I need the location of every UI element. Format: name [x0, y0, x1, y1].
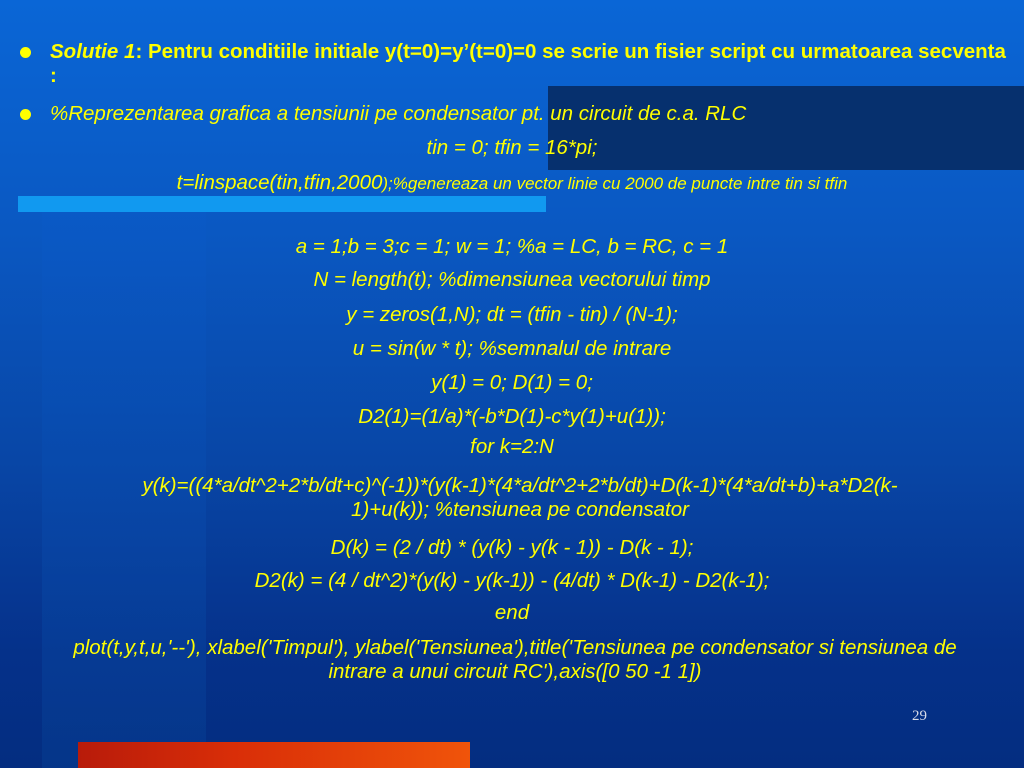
decorative-orange-bar — [78, 742, 470, 768]
code-line-2-comment: );%genereaza un vector linie cu 2000 de puncte intre tin si tfin — [382, 174, 848, 193]
comment-text: %Reprezentarea grafica a tensiunii pe condensator pt. un circuit de c.a. RLC — [50, 102, 747, 125]
code-line-14: plot(t,y,t,u,'--'), xlabel('Timpul'), ylabel('Tensiunea'),title('Tensiunea pe condensator si tensiunea de intrare a unui circuit RC'),axis([0 50 -1 1]) — [73, 636, 957, 683]
code-line-3: a = 1;b = 3;c = 1; w = 1; %a = LC, b = RC, c = 1 — [295, 235, 729, 258]
code-line-10: y(k)=((4*a/dt^2+2*b/dt+c)^(-1))*(y(k-1)*(4*a/dt^2+2*b/dt)+D(k-1)*(4*a/dt+b)+a*D2(k-1)+u(k)); %tensiunea pe condensator — [142, 474, 898, 521]
code-line-7: y(1) = 0; D(1) = 0; — [431, 371, 593, 394]
bullet-solution-1 — [14, 40, 1014, 88]
bullet-dot-icon — [14, 40, 50, 88]
solution-description: : Pentru conditiile initiale y(t=0)=y’(t=0)=0 se scrie un fisier script cu urmatoarea secventa : — [50, 40, 1006, 87]
code-line-8: D2(1)=(1/a)*(-b*D(1)-c*y(1)+u(1)); — [358, 405, 666, 428]
code-line-2-main: t=linspace(tin,tfin,2000 — [176, 171, 383, 194]
page-number: 29 — [912, 708, 927, 724]
code-line-11: D(k) = (2 / dt) * (y(k) - y(k - 1)) - D(k - 1); — [330, 536, 694, 559]
code-line-5: y = zeros(1,N); dt = (tfin - tin) / (N-1); — [346, 303, 678, 326]
bullet-dot-icon — [14, 102, 50, 126]
code-line-4: N = length(t); %dimensiunea vectorului timp — [313, 268, 711, 291]
code-line-9: for k=2:N — [470, 435, 554, 458]
code-line-12: D2(k) = (4 / dt^2)*(y(k) - y(k-1)) - (4/dt) * D(k-1) - D2(k-1); — [254, 569, 770, 592]
solution-label: Solutie 1 — [50, 40, 136, 63]
bullet-comment — [14, 102, 1014, 126]
code-line-2 — [0, 171, 1024, 196]
bullet-text — [50, 40, 1014, 88]
decorative-light-bar — [18, 196, 546, 212]
code-line-13: end — [494, 601, 530, 624]
code-line-1: tin = 0; tfin = 16*pi; — [426, 136, 598, 159]
code-line-6: u = sin(w * t); %semnalul de intrare — [352, 337, 672, 360]
